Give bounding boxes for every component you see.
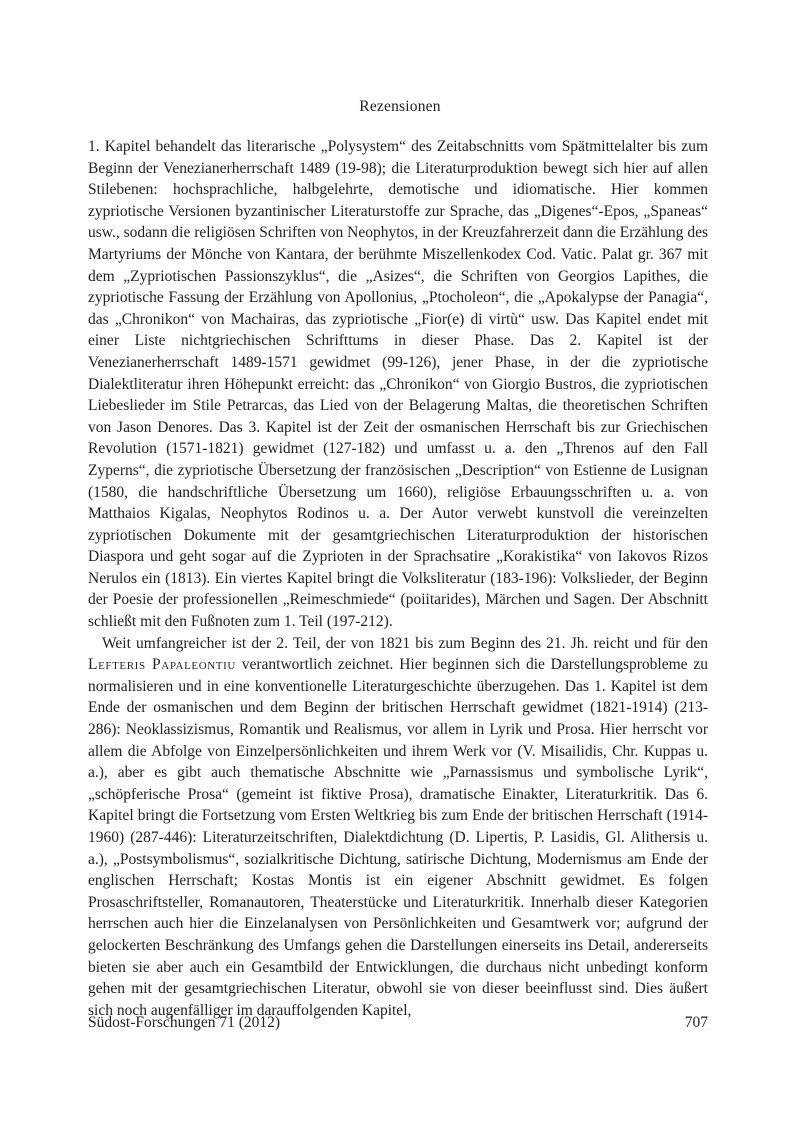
paragraph-1: 1. Kapitel behandelt das literarische „Polysystem“ des Zeitabschnitts vom Spätmittelalter bis zum Beginn der Venezianerherrschaft 1489 (19-98); die Literaturproduktion bewegt sich hier auf allen Stilebenen: hochsprachliche, halbgelehrte, demotische und idiomatische. Hier kommen zypriotische Versionen byzantinischer Literaturstoffe zur Sprache, das „Digenes“-Epos, „Spaneas“ usw., sodann die religiösen Schriften von Neophytos, in der Kreuzfahrerzeit dann die Erzählung des Martyriums der Mönche von Kantara, der berühmte Miszellenkodex Cod. Vatic. Palat gr. 367 mit dem „Zypriotischen Passionszyklus“, die „Asizes“, die Schriften von Georgios Lapithes, die zypriotische Fassung der Erzählung von Apollonius, „Ptocholeon“, die „Apokalypse der Panagia“, das „Chronikon“ von Machairas, das zypriotische „Fior(e) di virtù“ usw. Das Kapitel endet mit einer Liste nichtgriechischen Schrifttums in dieser Phase. Das 2. Kapitel ist der Venezianerherrschaft 1489-1571 gewidmet (99-126), jener Phase, in der die zypriotische Dialektliteratur ihren Höhepunkt erreicht: das „Chronikon“ von Giorgio Bustros, die zypriotischen Liebeslieder im Stile Petrarcas, das Lied von der Belagerung Maltas, die theoretischen Schriften von Jason Denores. Das 3. Kapitel ist der Zeit der osmanischen Herrschaft bis zur Griechischen Revolution (1571-1821) gewidmet (127-182) und umfasst u. a. den „Threnos auf den Fall Zyperns“, die zypriotische Übersetzung der französischen „Description“ von Estienne de Lusignan (1580, die handschriftliche Übersetzung um 1660), religiöse Erbauungsschriften u. a. von Matthaios Kigalas, Neophytos Rodinos u. a. Der Autor verwebt kunstvoll die vereinzelten zypriotischen Dokumente mit der gesamtgriechischen Literaturproduktion der historischen Diaspora und geht sogar auf die Zyprioten in der Sprachsatire „Korakistika“ von Iakovos Rizos Nerulos ein (1813). Ein viertes Kapitel bringt die Volksliteratur (183-196): Volkslieder, der Beginn der Poesie der professionellen „Reimeschmiede“ (poiitarides), Märchen und Sagen. Der Abschnitt schließt mit den Fußnoten zum 1. Teil (197-212). bbox=[88, 138, 708, 631]
paragraph-2-rest: verantwortlich zeichnet. Hier beginnen sich die Darstellungsprobleme zu normalisieren und in eine konventionelle Literaturgeschichte überzugehen. Das 1. Kapitel ist dem Ende der osmanischen und dem Beginn der britischen Herrschaft gewidmet (1821-1914) (213-286): Neoklassizismus, Romantik und Realismus, vor allem in Lyrik und Prosa. Hier herrscht vor allem die Abfolge von Einzelpersönlichkeiten und ihrem Werk vor (V. Misailidis, Chr. Kuppas u. a.), aber es gibt auch thematische Abschnitte wie „Parnassismus und symbolische Lyrik“, „schöpferische Prosa“ (gemeint ist fiktive Prosa), dramatische Einakter, Literaturkritik. Das 6. Kapitel bringt die Fortsetzung vom Ersten Weltkrieg bis zum Ende der britischen Herrschaft (1914-1960) (287-446): Literaturzeitschriften, Dialektdichtung (D. Lipertis, P. Lasidis, Gl. Alithersis u. a.), „Postsymbolismus“, sozialkritische Dichtung, satirische Dichtung, Modernismus am Ende der englischen Herrschaft; Kostas Montis ist ein eigener Abschnitt gewidmet. Es folgen Prosaschriftsteller, Romanautoren, Theaterstücke und Literaturkritik. Innerhalb dieser Kategorien herrschen auch hier die Einzelanalysen von Persönlichkeiten und Gesamtwerk vor; aufgrund der gelockerten Beschränkung des Umfangs gehen die Darstellungen einerseits ins Detail, andererseits bieten sie aber auch ein Gesamtbild der Entwicklungen, die durchaus nicht unbedingt konform gehen mit der gesamtgriechischen Literatur, obwohl sie von dieser beeinflusst sind. Dies äußert sich noch augenfälliger im darauffolgenden Kapitel, bbox=[88, 656, 708, 1019]
page-number: 707 bbox=[684, 1014, 708, 1031]
paragraph-2-start: Weit umfangreicher ist der 2. Teil, der von 1821 bis zum Beginn des 21. Jh. reicht und für den bbox=[102, 634, 708, 652]
body-text bbox=[88, 136, 708, 1021]
running-head: Rezensionen bbox=[359, 98, 441, 115]
author-name: Lefteris Papaleontiu bbox=[88, 656, 236, 674]
page-footer bbox=[88, 1014, 708, 1032]
journal-citation: Südost-Forschungen 71 (2012) bbox=[88, 1014, 281, 1031]
paragraph-2 bbox=[88, 633, 708, 1022]
